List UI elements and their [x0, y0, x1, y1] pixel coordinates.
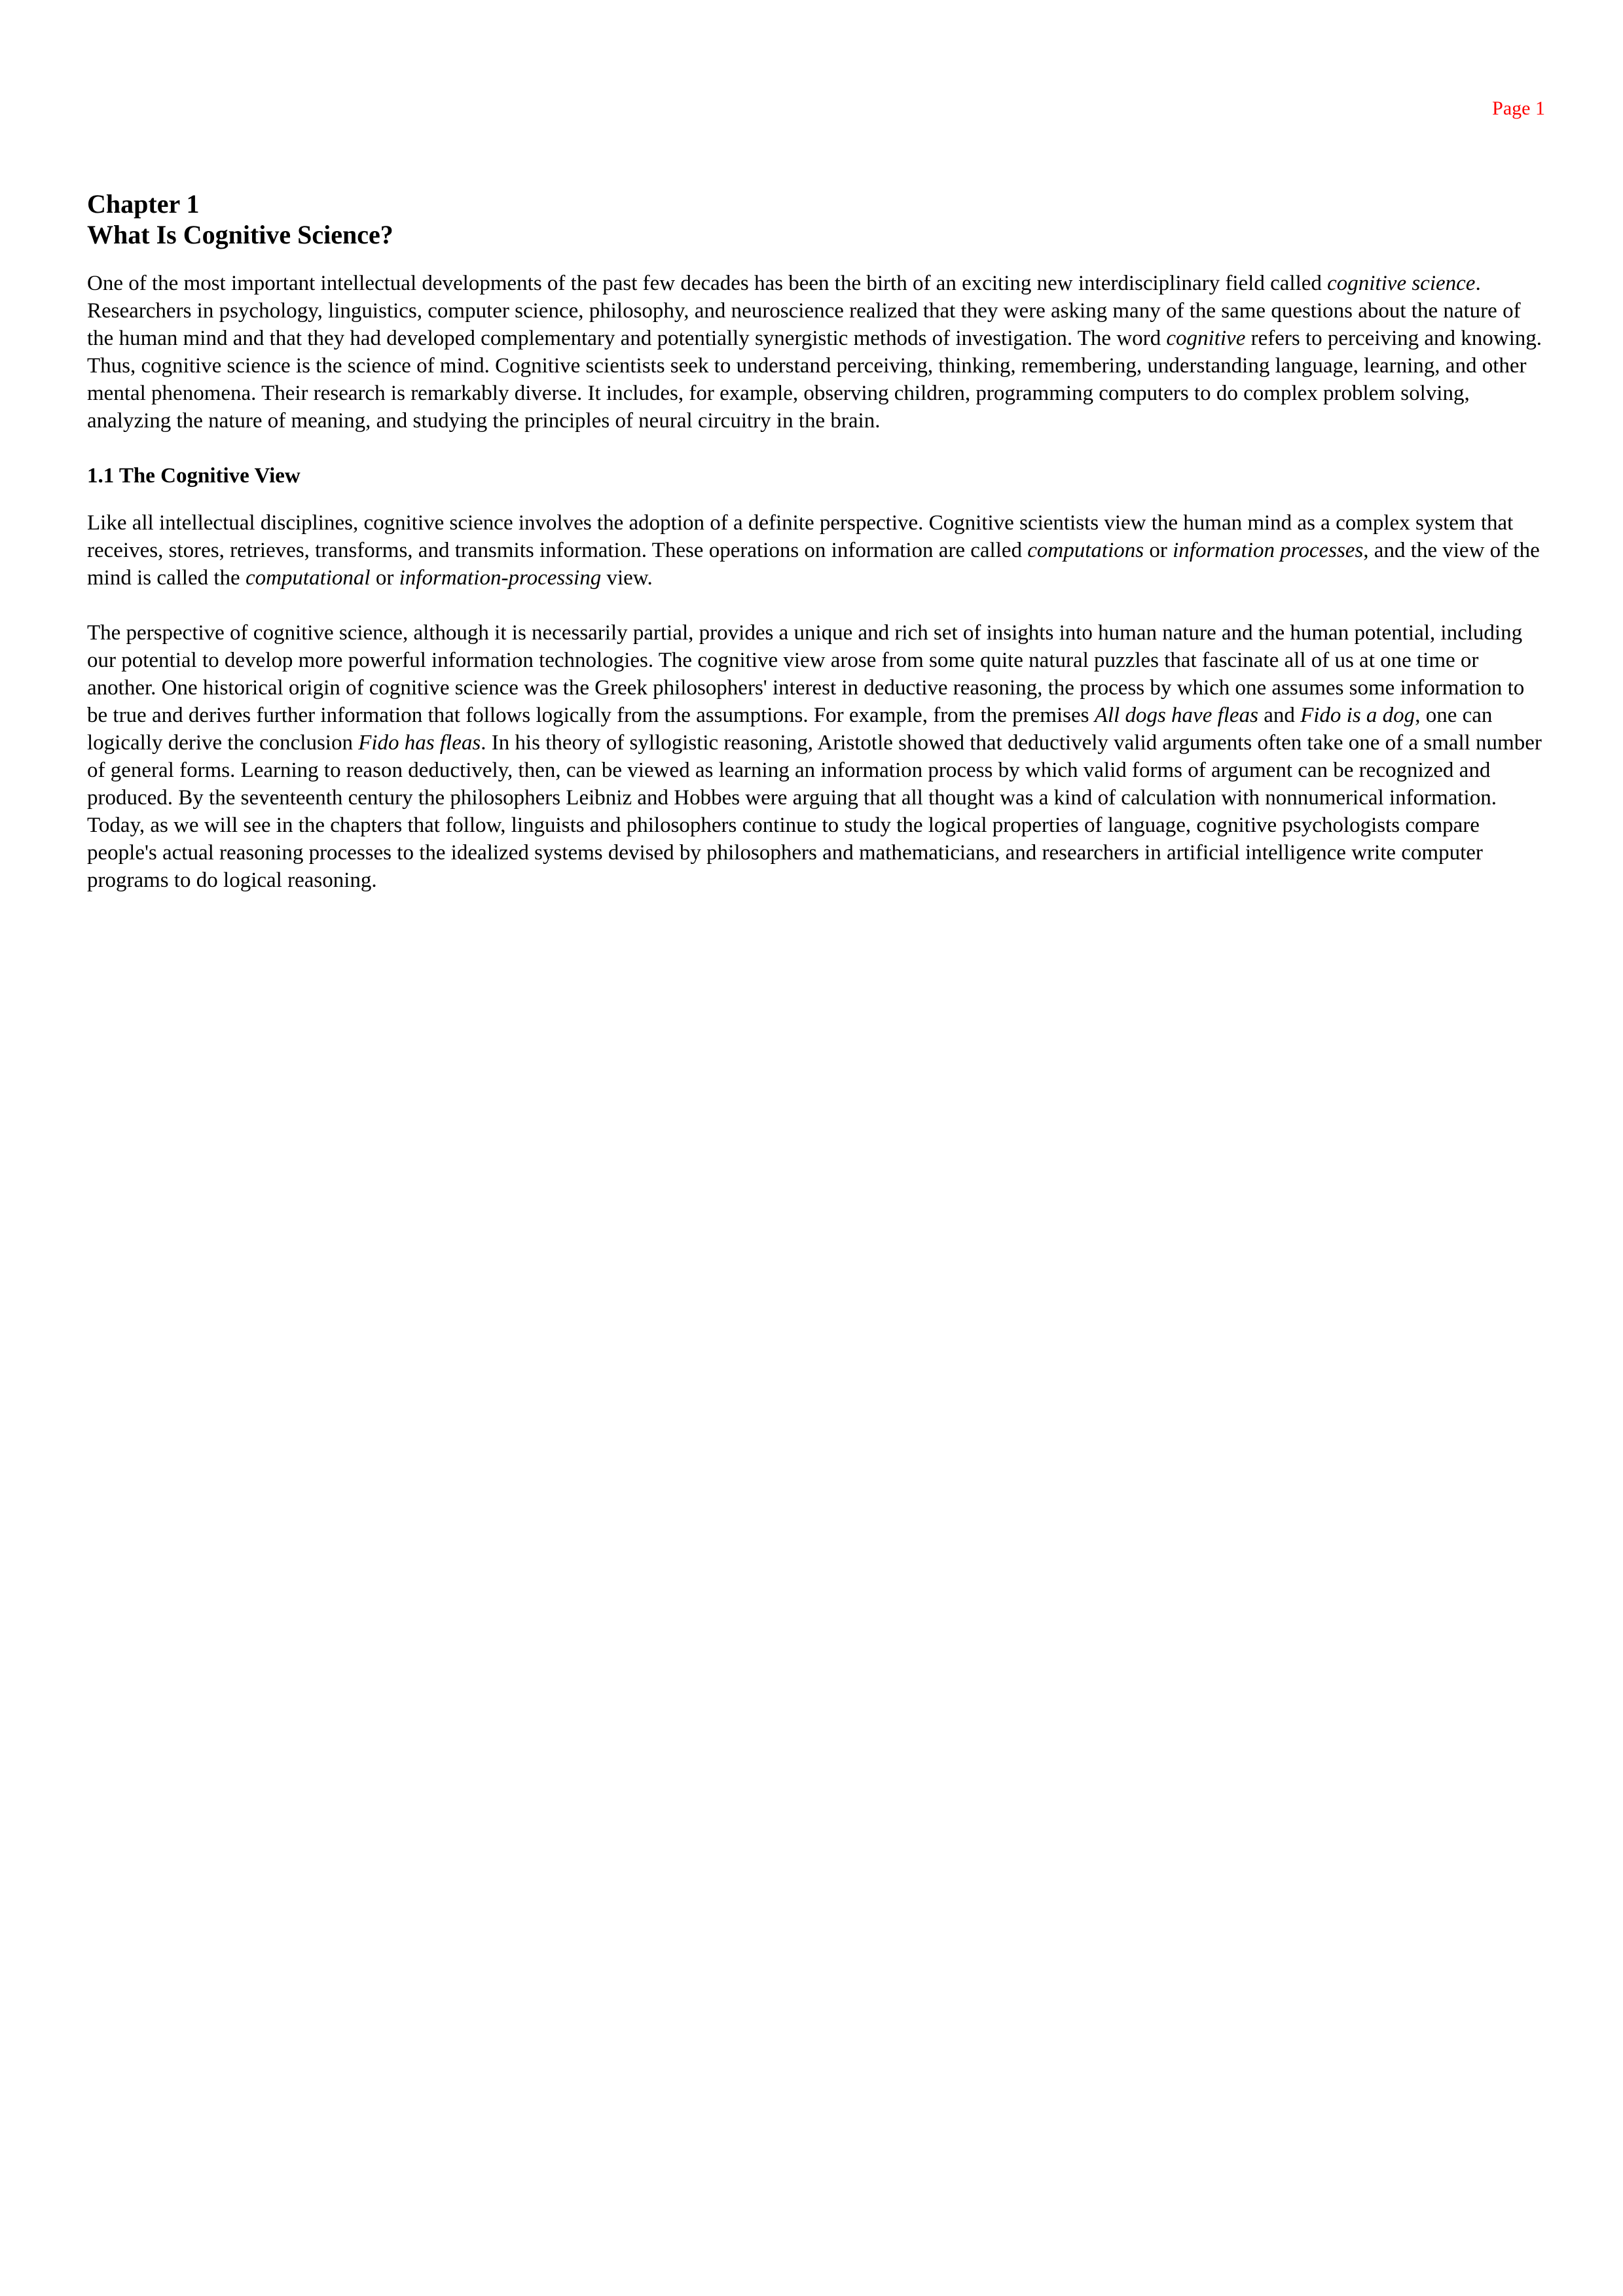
paragraph-perspective: The perspective of cognitive science, although it is necessarily partial, provides a unique and rich set of insights into human nature and the human potential, including our potential to develop more powerful information technologies. The cognitive view arose from some quite natural puzzles that fascinate all of us at one time or another. One historical origin of cognitive science was the Greek philosophers' interest in deductive reasoning, the process by which one assumes some information to be true and derives further information that follows logically from the assumptions. For example, from the premises All dogs have fleas and Fido is a dog, one can logically derive the conclusion Fido has fleas. In his theory of syllogistic reasoning, Aristotle showed that deductively valid arguments often take one of a small number of general forms. Learning to reason deductively, then, can be viewed as learning an information process by which valid forms of argument can be recognized and produced. By the seventeenth century the philosophers Leibniz and Hobbes were arguing that all thought was a kind of calculation with nonnumerical information. Today, as we will see in the chapters that follow, linguists and philosophers continue to study the logical properties of language, cognitive psychologists compare people's actual reasoning processes to the idealized systems devised by philosophers and mathematicians, and researchers in artificial intelligence write computer programs to do logical reasoning.: [87, 621, 1542, 892]
term-cognitive-science: cognitive science: [1327, 272, 1476, 295]
section-heading: 1.1 The Cognitive View: [87, 464, 301, 488]
paragraph-cognitive-view: Like all intellectual disciplines, cognitive science involves the adoption of a definite perspective. Cognitive scientists view the human mind as a complex system that receives, stores, retrieves, transforms, and transmits information. These operations on information are called computations or information processes, and the view of the mind is called the computational or information-processing view.: [87, 511, 1540, 590]
term-computations: computations: [1027, 539, 1144, 562]
chapter-heading: [87, 188, 1546, 250]
example-conclusion: Fido has fleas: [358, 731, 481, 755]
document-body: [87, 188, 1546, 922]
example-premise-1: All dogs have fleas: [1094, 704, 1258, 727]
example-premise-2: Fido is a dog: [1300, 704, 1415, 727]
page-number: Page 1: [1492, 98, 1545, 119]
chapter-title: What Is Cognitive Science?: [87, 220, 393, 249]
intro-paragraph: One of the most important intellectual developments of the past few decades has been the birth of an exciting new interdisciplinary field called cognitive science. Researchers in psychology, linguistics, computer science, philosophy, and neuroscience realized that they were asking many of the same questions about the nature of the human mind and that they had developed complementary and potentially synergistic methods of investigation. The word cognitive refers to perceiving and knowing. Thus, cognitive science is the science of mind. Cognitive scientists seek to understand perceiving, thinking, remembering, understanding language, learning, and other mental phenomena. Their research is remarkably diverse. It includes, for example, observing children, programming computers to do complex problem solving, analyzing the nature of meaning, and studying the principles of neural circuitry in the brain.: [87, 272, 1542, 433]
chapter-number: Chapter 1: [87, 189, 200, 219]
term-information-processes: information processes: [1173, 539, 1364, 562]
term-information-processing: information-processing: [399, 566, 602, 590]
term-computational: computational: [245, 566, 371, 590]
term-cognitive: cognitive: [1166, 327, 1246, 350]
